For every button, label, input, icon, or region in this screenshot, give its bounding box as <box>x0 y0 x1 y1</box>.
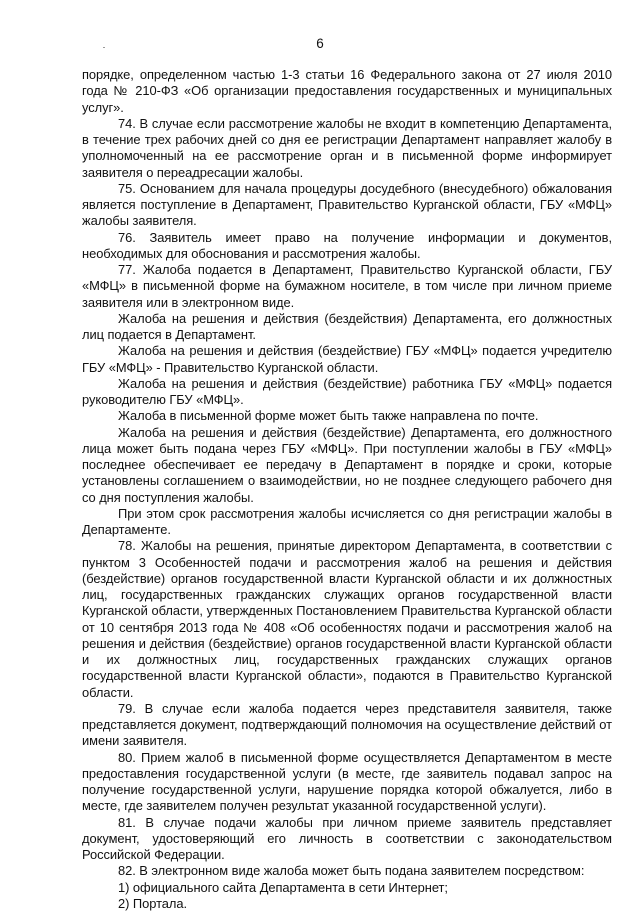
paragraph-80: 80. Прием жалоб в письменной форме осуществляется Департаментом в месте предоставления государственной услуги (в месте, где заявитель подавал запрос на получение государственной услуги, нарушение порядка которой обжалуется, либо в месте, где заявителем получен результат указанной государственной услуги). <box>82 749 612 814</box>
list-item-1: 1) официального сайта Департамента в сети Интернет; <box>118 879 448 895</box>
paragraph-continuation: порядке, определенном частью 1-3 статьи 16 Федерального закона от 27 июля 2010 года № 210-ФЗ «Об организации предоставления государственных и муниципальных услуг». <box>82 67 612 115</box>
paragraph-81: 81. В случае подачи жалобы при личном приеме заявитель представляет документ, удостоверяющий его личность в соответствии с законодательством Российской Федерации. <box>82 814 612 862</box>
paragraph-77-via-mfc: Жалоба на решения и действия (бездействие) Департамента, его должностного лица может быть подана через ГБУ «МФЦ». При поступлении жалобы в ГБУ «МФЦ» последнее обеспечивает ее передачу в Департамент в порядке и сроки, которые установлены соглашением о взаимодействии, но не позднее следующего рабочего дня со дня поступления жалобы. <box>82 424 612 505</box>
paragraph-75: 75. Основанием для начала процедуры досудебного (внесудебного) обжалования является поступление в Департамент, Правительство Курганской области, ГБУ «МФЦ» жалобы заявителя. <box>82 180 612 229</box>
document-body <box>82 67 612 912</box>
paragraph-77-mfc: Жалоба на решения и действия (бездействие) ГБУ «МФЦ» подается учредителю ГБУ «МФЦ» - Правительство Курганской области. <box>82 343 612 375</box>
paragraph-79: 79. В случае если жалоба подается через представителя заявителя, также представляется документ, подтверждающий полномочия на осуществление действий от имени заявителя. <box>82 700 612 749</box>
page-number: 6 <box>316 36 324 51</box>
paragraph-77-mfc-worker: Жалоба на решения и действия (бездействие) работника ГБУ «МФЦ» подается руководителю ГБУ «МФЦ». <box>82 375 612 407</box>
list-item-2: 2) Портала. <box>118 895 188 911</box>
paragraph-77-term: При этом срок рассмотрения жалобы исчисляется со дня регистрации жалобы в Департаменте. <box>82 505 612 537</box>
paragraph-77-department: Жалоба на решения и действия (бездействия) Департамента, его должностных лиц подается в Департамент. <box>82 310 612 342</box>
paragraph-78: 78. Жалобы на решения, принятые директором Департамента, в соответствии с пунктом 3 Особенностей подачи и рассмотрения жалоб на решения и действия (бездействие) органов государственной власти Курганской области и их должностных лиц, государственных гражданских служащих органов государственной власти Курганской области, утвержденных Постановлением Правительства Курганской области от 10 сентября 2013 года № 408 «Об особенностях подачи и рассмотрения жалоб на решения и действия (бездействие) органов государственной власти Курганской области и их должностных лиц, государственных гражданских служащих органов государственной власти Курганской области», подаются в Правительство Курганской области. <box>82 538 612 700</box>
paragraph-74: 74. В случае если рассмотрение жалобы не входит в компетенцию Департамента, в течение трех рабочих дней со дня ее регистрации Департамент направляет жалобу в уполномоченный на ее рассмотрение орган и в письменной форме информирует заявителя о переадресации жалобы. <box>82 115 612 180</box>
paragraph-82: 82. В электронном виде жалоба может быть подана заявителем посредством: <box>118 863 585 879</box>
scan-mark <box>103 47 105 48</box>
paragraph-77-post: Жалоба в письменной форме может быть также направлена по почте. <box>118 408 539 424</box>
paragraph-76: 76. Заявитель имеет право на получение информации и документов, необходимых для обоснования и рассмотрения жалобы. <box>82 229 612 261</box>
paragraph-77: 77. Жалоба подается в Департамент, Правительство Курганской области, ГБУ «МФЦ» в письменной форме на бумажном носителе, в том числе при личном приеме заявителя или в электронном виде. <box>82 262 612 310</box>
